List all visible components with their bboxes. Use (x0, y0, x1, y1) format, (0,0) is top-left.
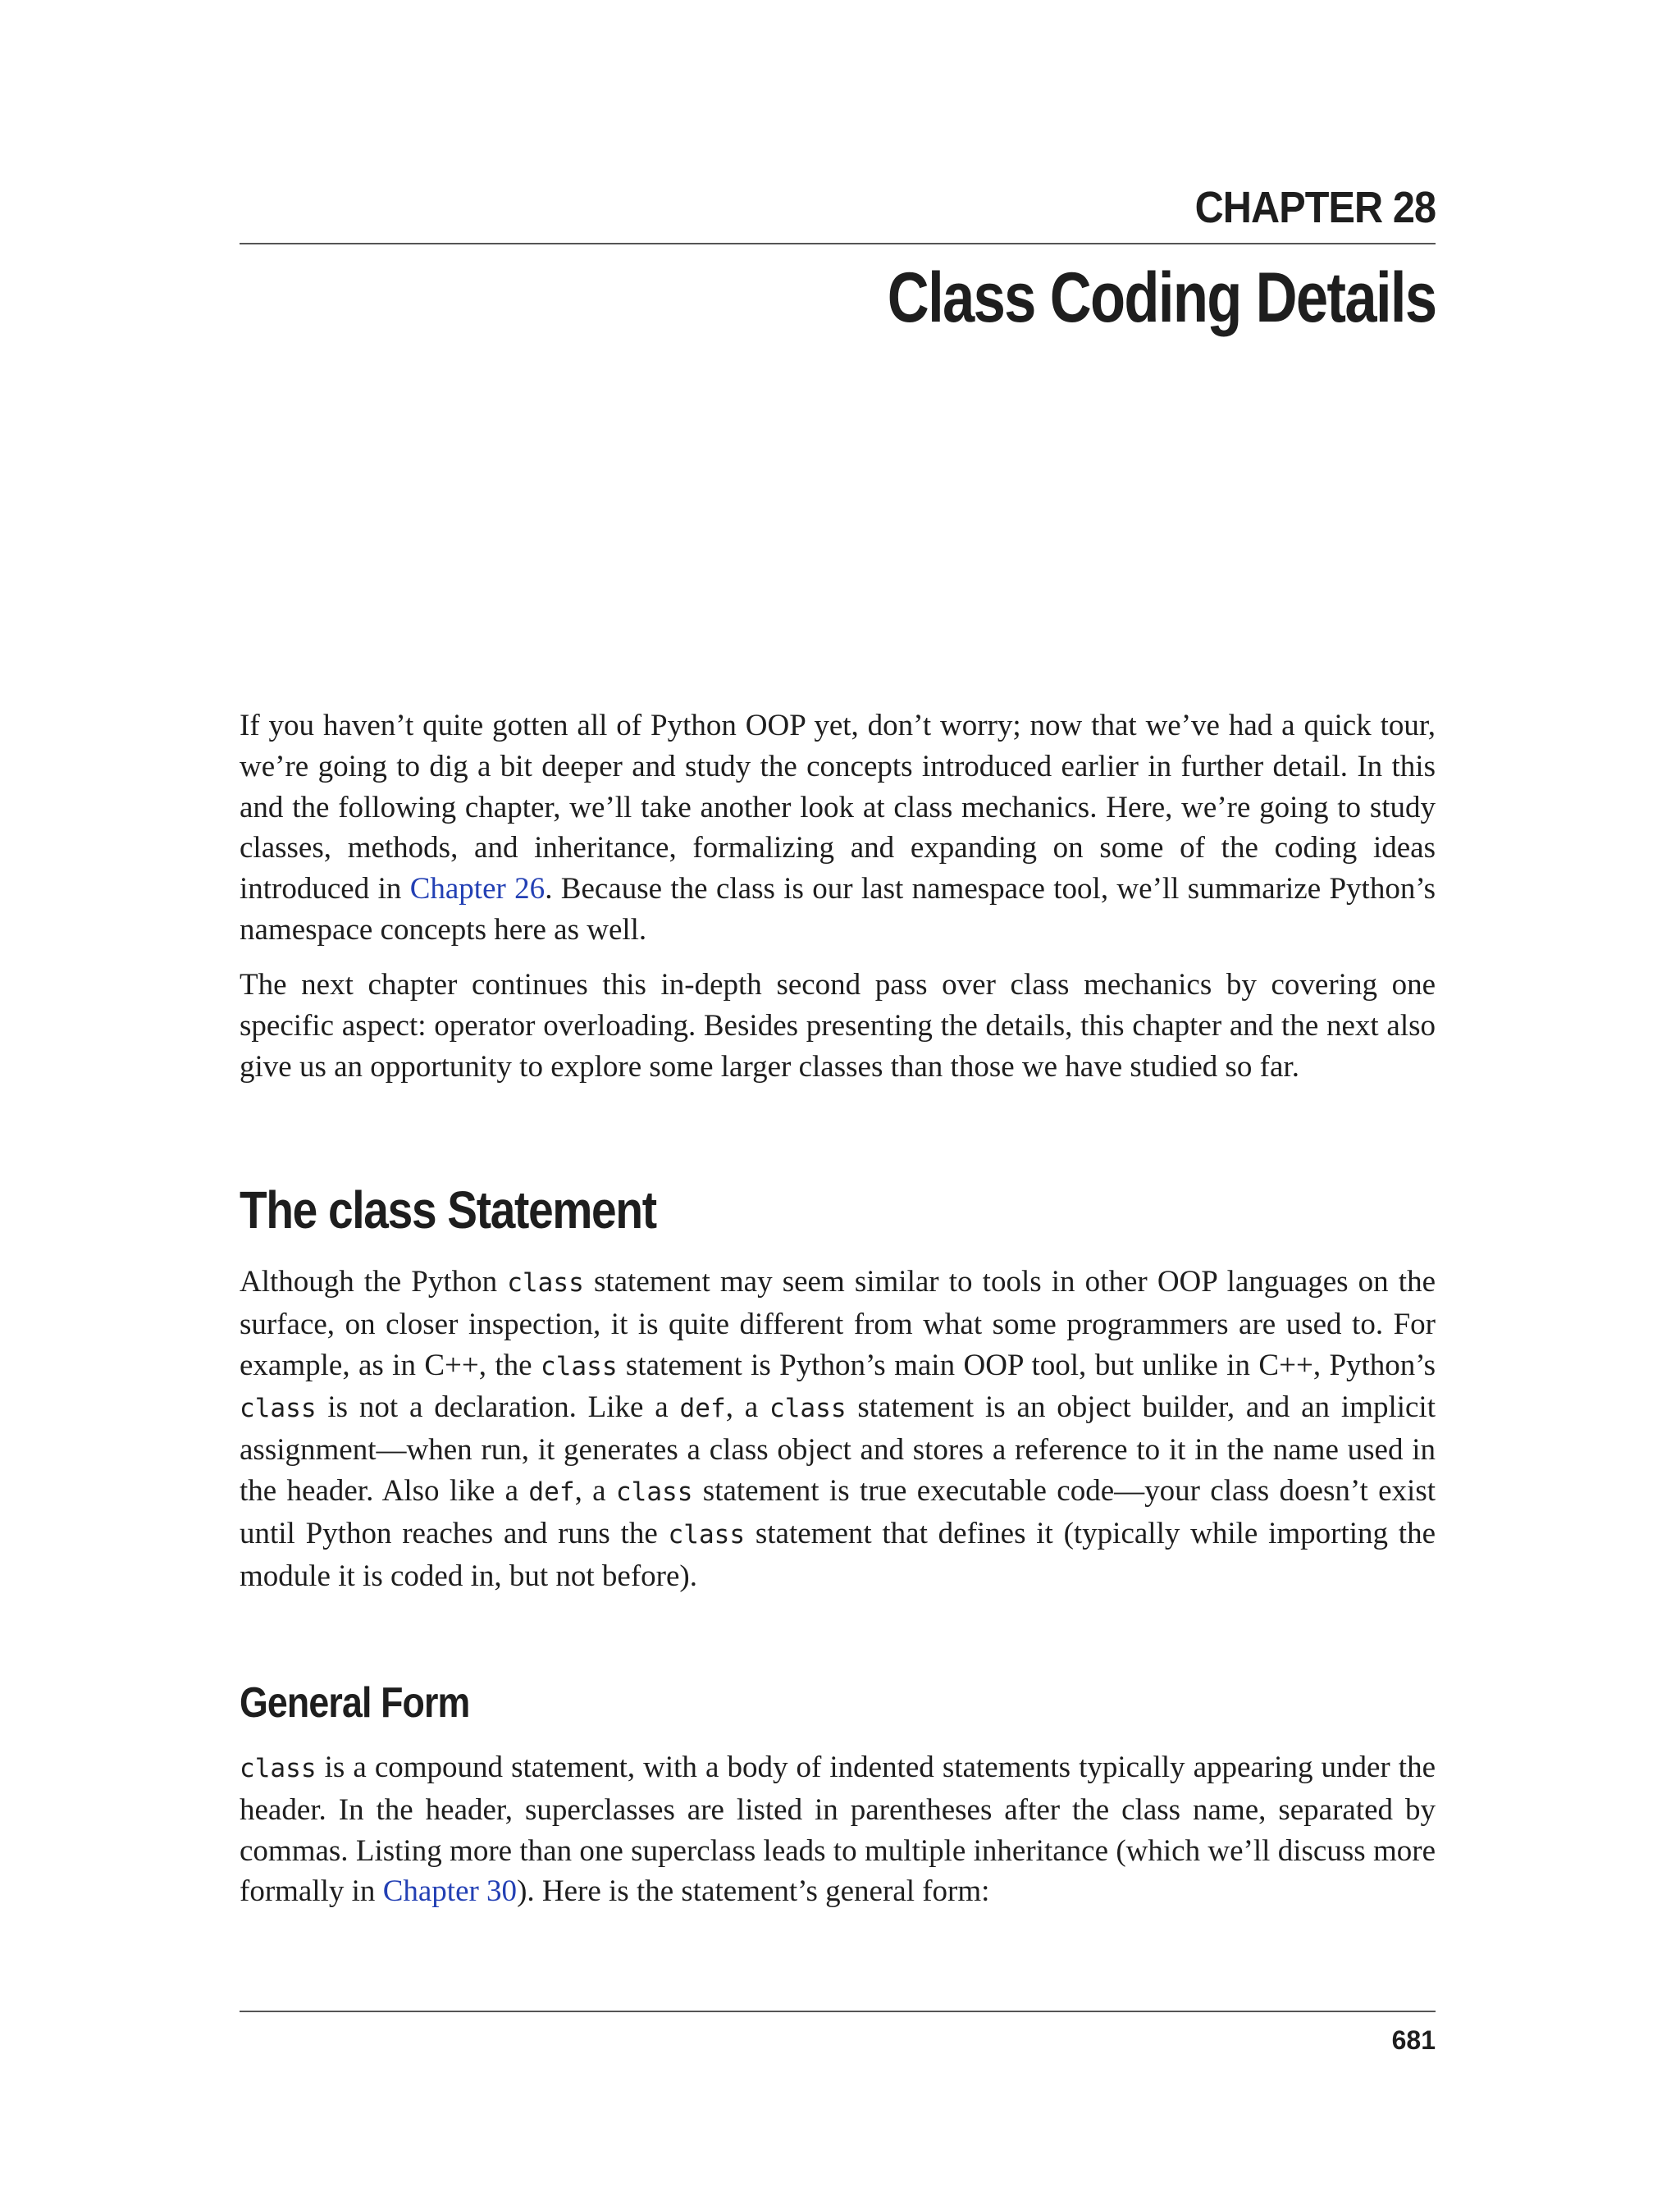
section-paragraph-1 (240, 1262, 1436, 1596)
chapter-title: Class Coding Details (887, 258, 1436, 337)
text-run: is a compound statement, with a body of indented statements typically appearing under the header. In the header, superclasses are listed in parentheses after the class name, separated by commas. Listing more than one superclass leads to multiple inheritance (which we’ll discuss more formally in (240, 1751, 1436, 1909)
subsection-heading: General Form (240, 1679, 470, 1727)
text-run: statement that defines it (typically while importing the module it is coded in, but not before). (240, 1516, 1436, 1593)
text-run: statement may seem similar to tools in other OOP languages on the surface, on closer inspection, it is quite different from what some programmers are used to. For example, as in C++, the (240, 1265, 1436, 1382)
text-run: Although the Python (240, 1265, 508, 1299)
chapter-26-link[interactable]: Chapter 26 (409, 872, 546, 906)
inline-code: class (668, 1519, 746, 1550)
text-run: statement is Python’s main OOP tool, but unlike in C++, Python’s (617, 1348, 1436, 1382)
section-heading: The class Statement (240, 1180, 656, 1239)
text-run: , a (574, 1473, 616, 1508)
inline-code: class (240, 1754, 317, 1783)
inline-code: def (679, 1394, 726, 1424)
inline-code: class (540, 1351, 618, 1381)
text-run: statement is an object builder, and an implicit assignment—when run, it generates a class object and stores a reference to it in the name used in the header. Also like a (240, 1390, 1436, 1508)
text-run: is not a declaration. Like a (316, 1390, 680, 1425)
intro-paragraph-2: The next chapter continues this in-depth second pass over class mechanics by covering one specific aspect: operator overloading. Besides presenting the details, this chapter and the next also give us an opportunity to explore some larger classes than those we have studied so far. (240, 968, 1436, 1084)
inline-code: class (769, 1394, 847, 1424)
page-number: 681 (1391, 2025, 1436, 2055)
text-run: statement is true executable code—your class doesn’t exist until Python reaches and runs the (240, 1473, 1436, 1550)
chapter-30-link[interactable]: Chapter 30 (382, 1874, 518, 1909)
subsection-paragraph-1 (240, 1747, 1436, 1912)
inline-code: class (240, 1394, 317, 1424)
inline-code: def (528, 1477, 575, 1507)
chapter-label: CHAPTER 28 (1194, 183, 1436, 232)
text-run: , a (725, 1390, 770, 1425)
chapter-rule (240, 243, 1436, 244)
footer-rule (240, 2011, 1436, 2012)
text-run: ). Here is the statement’s general form: (517, 1874, 990, 1909)
inline-code: class (615, 1477, 693, 1507)
inline-code: class (507, 1268, 584, 1298)
intro-text-b: . Because the class is our last namespace tool, we’ll summarize Python’s namespace concepts here as well. (240, 872, 1436, 947)
intro-paragraph-1 (240, 705, 1436, 951)
intro-text-a: If you haven’t quite gotten all of Python OOP yet, don’t worry; now that we’ve had a quick tour, we’re going to dig a bit deeper and study the concepts introduced earlier in further detail. In this and the following chapter, we’ll take another look at class mechanics. Here, we’re going to study classes, methods, and inheritance, formalizing and expanding on some of the coding ideas introduced in (240, 709, 1436, 906)
